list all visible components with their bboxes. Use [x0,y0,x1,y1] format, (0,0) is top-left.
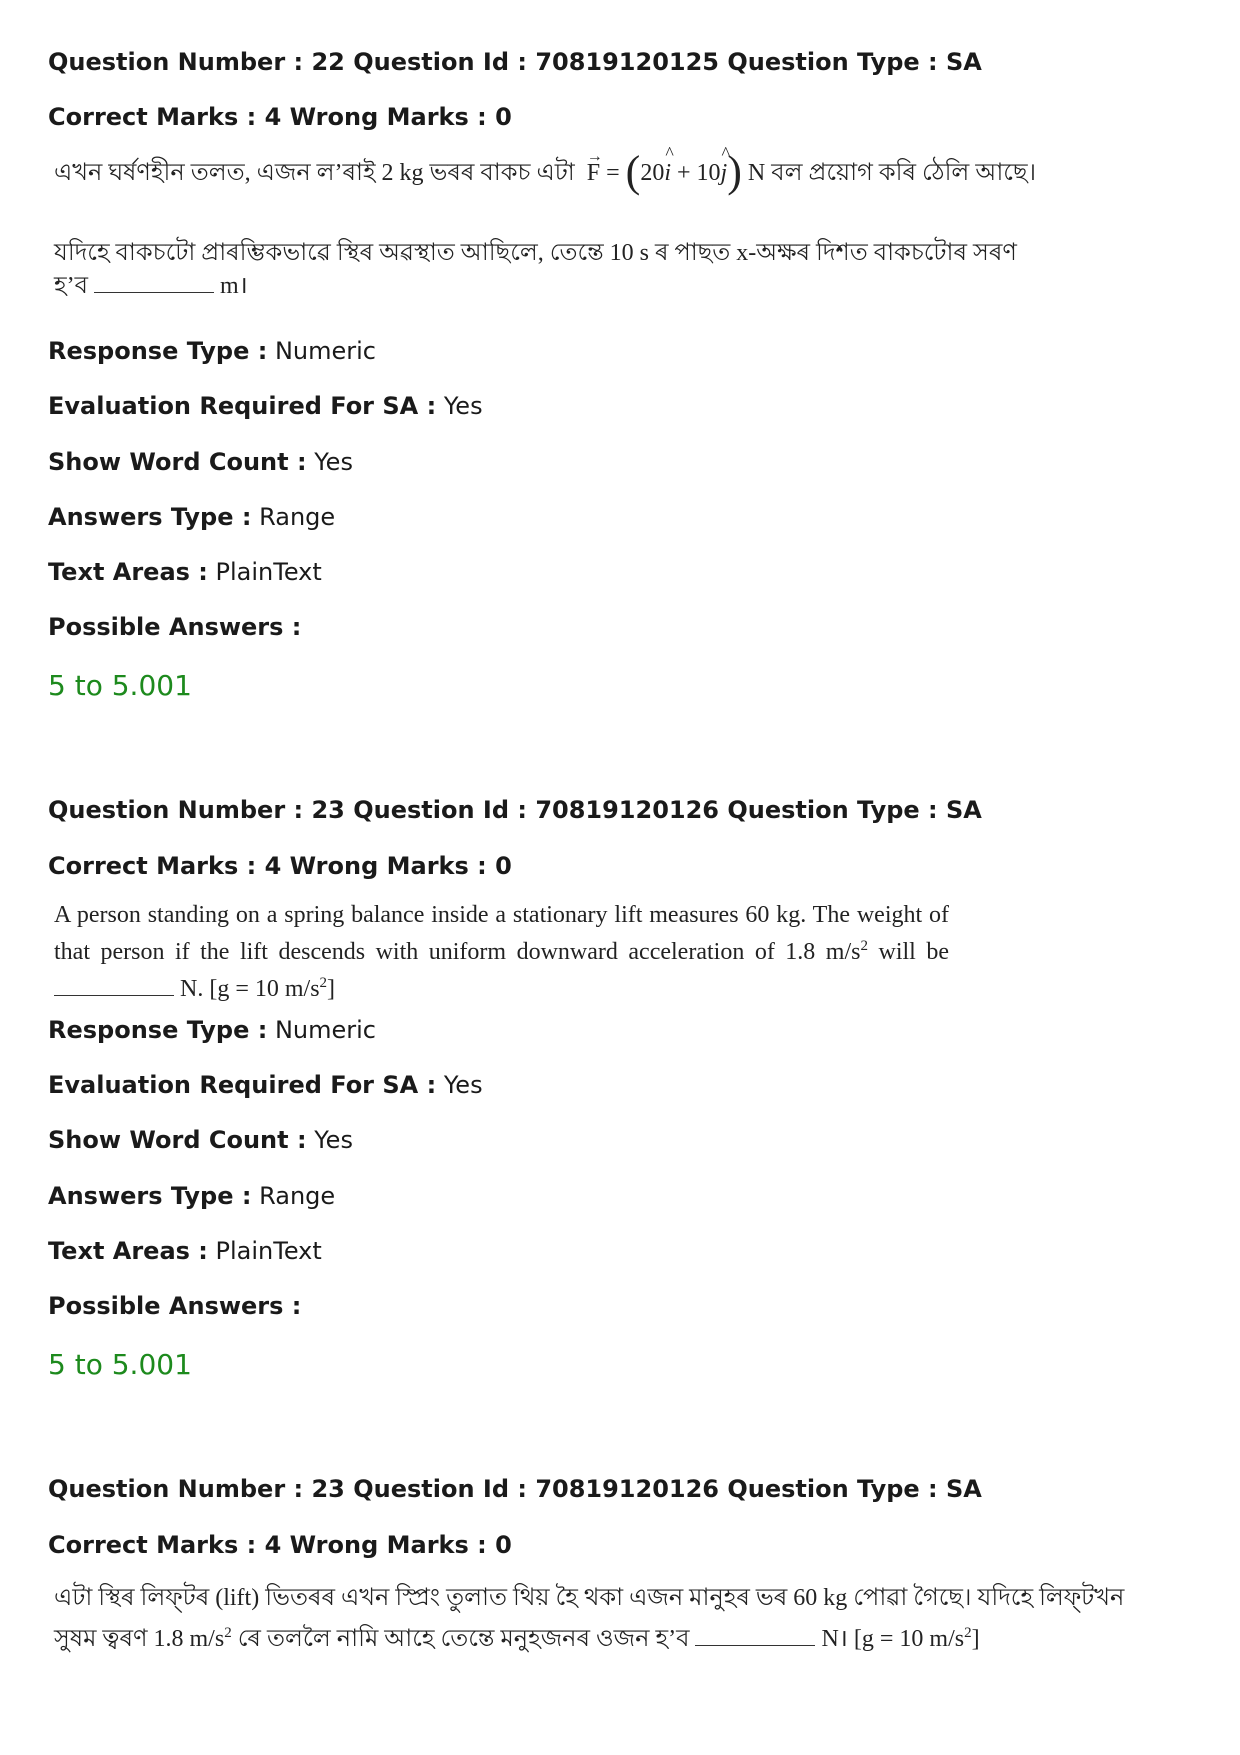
question-text-segment: সুষম ত্বৰণ 1.8 m/s [54,1626,225,1652]
question-header: Question Number : 23 Question Id : 70819120126 Question Type : SA [48,796,982,824]
question-text-line [54,271,949,302]
word-count-row [48,1125,353,1155]
word-count-row [48,447,353,477]
question-text-line: এখন ঘৰ্ষণহীন তলত, এজন ল’ৰাই 2 kg ভৰৰ বাকচ এটা → F = (20 ^ i + 10 ^ j) N বল প্ৰয়োগ কৰি ঠেলি আছে। [54,143,1037,196]
question-text-segment: এখন ঘৰ্ষণহীন তলত, এজন ল’ৰাই 2 kg ভৰৰ বাকচ এটা [54,160,575,186]
left-paren: ( [625,147,641,196]
field-value: Range [259,1182,336,1210]
coefficient: + 10 [677,160,721,186]
field-label: Text Areas : [48,1237,208,1265]
answers-type-row [48,1181,335,1211]
field-label: Response Type : [48,1016,268,1044]
superscript: 2 [860,938,868,954]
question-text-line: A person standing on a spring balance inside a stationary lift measures 60 kg. The weight of [54,902,949,928]
answers-type-row [48,502,335,532]
question-header: Question Number : 22 Question Id : 70819120125 Question Type : SA [48,48,982,76]
question-text-segment: ] [327,976,336,1002]
question-marks: Correct Marks : 4 Wrong Marks : 0 [48,103,512,131]
response-type-row [48,336,376,366]
answer-blank [94,291,214,293]
question-text-line: এটা স্থিৰ লিফ্‌টৰ (lift) ভিতৰৰ এখন স্প্ৰিং তুলাত থিয় হৈ থকা এজন মানুহৰ ভৰ 60 kg পোৱা গৈছে। যদিহে লিফ্‌টখন [54,1585,1125,1611]
question-text-line [54,968,949,1005]
field-label: Evaluation Required For SA : [48,392,437,420]
text-areas-row [48,557,322,587]
question-text-segment: ] [971,1626,980,1652]
question-text-segment: ৰে তললৈ নামি আহে তেন্তে মনুহজনৰ ওজন হ’ব [231,1626,690,1652]
question-text-line [54,931,949,968]
superscript: 2 [319,975,328,991]
superscript: 2 [964,1625,972,1641]
field-value: Yes [443,1071,483,1099]
question-text-segment: N। [g = 10 m/s [821,1626,965,1652]
right-paren: ) [727,147,742,196]
field-value: Numeric [274,1016,376,1044]
field-value: Yes [314,1126,353,1154]
question-text-segment: N বল প্ৰয়োগ কৰি ঠেলি আছে। [747,160,1037,186]
field-value: PlainText [215,1237,322,1265]
field-value: Range [259,503,336,531]
question-text-line [54,1618,980,1655]
question-text-segment: that person if the lift descends with uniform downward acceleration of 1.8 m/s [54,939,861,965]
field-value: Yes [314,448,353,476]
question-text [54,238,1017,302]
evaluation-row [48,1070,483,1100]
possible-answer-value: 5 to 5.001 [48,669,192,702]
field-label: Text Areas : [48,558,208,586]
field-value: Yes [443,392,483,420]
possible-answers-label: Possible Answers : [48,613,302,641]
response-type-row [48,1015,376,1045]
equals-sign: = [606,160,620,186]
force-vector-symbol: → F [586,148,603,186]
question-text-segment: N. [g = 10 m/s [180,976,320,1002]
question-text-segment: will be [868,939,949,965]
coefficient: 20 [640,160,665,186]
field-label: Show Word Count : [48,448,307,476]
evaluation-row [48,391,483,421]
field-value: PlainText [215,558,322,586]
possible-answers-label: Possible Answers : [48,1292,302,1320]
question-marks: Correct Marks : 4 Wrong Marks : 0 [48,852,512,880]
question-text [54,1583,1125,1655]
field-label: Response Type : [48,337,268,365]
field-label: Answers Type : [48,503,252,531]
question-text-segment: হ’ব [54,273,88,299]
vector-letter: F [586,160,601,186]
question-text [54,900,949,1005]
answer-blank [54,994,174,996]
question-text-segment: m। [219,273,248,299]
field-value: Numeric [274,337,376,365]
text-areas-row [48,1236,322,1266]
unit-vector-i: i [664,160,671,186]
field-label: Evaluation Required For SA : [48,1071,437,1099]
question-text [54,143,1037,196]
answer-blank [695,1644,815,1646]
possible-answer-value: 5 to 5.001 [48,1348,192,1381]
superscript: 2 [224,1625,232,1641]
field-label: Answers Type : [48,1182,252,1210]
unit-vector-j: j [720,160,728,186]
question-header: Question Number : 23 Question Id : 70819120126 Question Type : SA [48,1475,982,1503]
question-marks: Correct Marks : 4 Wrong Marks : 0 [48,1531,512,1559]
question-text-line: যদিহে বাকচটো প্ৰাৰম্ভিকভাৱে স্থিৰ অৱস্থাত আছিলে, তেন্তে 10 s ৰ পাছত x-অক্ষৰ দিশত বাকচটোৰ সৰণ [54,240,1017,266]
field-label: Show Word Count : [48,1126,307,1154]
